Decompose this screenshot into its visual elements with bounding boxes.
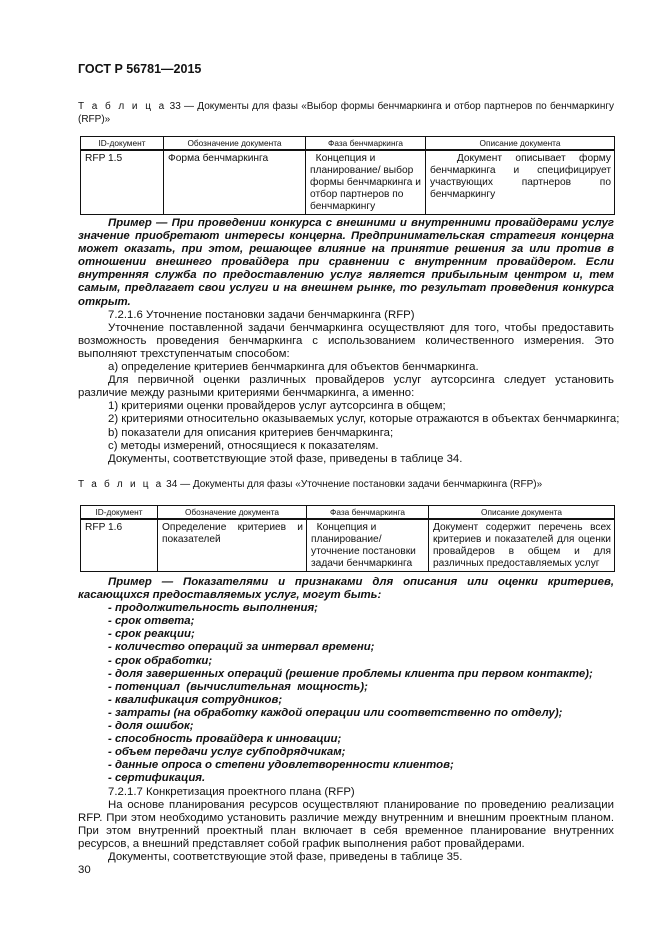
column-header-designation: Обозначение документа: [158, 506, 307, 520]
column-header-id: ID-документ: [81, 137, 164, 151]
list-item: - объем передачи услуг субподрядчикам;: [108, 746, 346, 759]
cell-id: RFP 1.5: [81, 150, 164, 215]
section-intro-paragraph: Уточнение поставленной задачи бенчмаркинга осуществляют для того, чтобы предоставить возможность проведения бенчмаркинга с использованием количественного измерения. Это выполняют трехступенчатым способом:: [78, 321, 614, 360]
table-34-caption-prefix: Т а б л и ц а: [78, 479, 164, 490]
primary-eval-paragraph: Для первичной оценки различных провайдеров услуг аутсорсинга следует установить различие между разными критериями бенчмаркинга, а именно:: [78, 374, 614, 400]
list-item: - продолжительность выполнения;: [108, 602, 318, 615]
table-35-reference: Документы, соответствующие этой фазе, приведены в таблице 35.: [108, 850, 463, 863]
list-item: - срок обработки;: [108, 654, 213, 667]
list-item: - доля завершенных операций (решение проблемы клиента при первом контакте);: [108, 667, 593, 680]
cell-description: Документ содержит перечень всех критериев и показателей для оценки провайдеров в общем и для различных предоставляемых услуг: [429, 519, 615, 572]
column-header-designation: Обозначение документа: [164, 137, 306, 151]
table-34: [80, 505, 615, 572]
column-header-phase: Фаза бенчмаркинга: [307, 506, 429, 520]
table-33-caption-prefix: Т а б л и ц а: [78, 101, 167, 112]
list-item: - потенциал (вычислительная мощность);: [108, 680, 368, 693]
cell-designation: Форма бенчмаркинга: [164, 150, 306, 215]
section-heading-7-2-1-6: 7.2.1.6 Уточнение постановки задачи бенчмаркинга (RFP): [108, 308, 415, 321]
table-33-caption: [78, 101, 614, 126]
table-header-row: [81, 506, 615, 520]
table-row: [81, 150, 615, 215]
cell-phase: Концепция и планирование/уточнение постановки задачи бенчмаркинга: [307, 519, 429, 572]
list-item: - данные опроса о степени удовлетворенности клиентов;: [108, 759, 454, 772]
list-item: - сертификация.: [108, 772, 206, 785]
list-item-c: c) методы измерений, относящиеся к показателям.: [108, 439, 379, 452]
body-block-1: [78, 217, 620, 466]
example-2-indicator-list: [78, 602, 614, 785]
table-34-caption: [78, 479, 614, 492]
table-34-caption-text: 34 — Документы для фазы «Уточнение постановки задачи бенчмаркинга (RFP)»: [163, 479, 543, 490]
table-33-caption-text: 33 — Документы для фазы «Выбор формы бенчмаркинга и отбор партнеров по бенчмаркингу (RFP)»: [78, 101, 614, 125]
list-item: - способность провайдера к инновации;: [108, 733, 342, 746]
cell-description: Документ описывает форму бенчмаркинга и специфицирует участвующих партнеров по бенчмаркингу: [426, 150, 615, 215]
list-item: - срок реакции;: [108, 628, 195, 641]
column-header-description: Описание документа: [429, 506, 615, 520]
column-header-phase: Фаза бенчмаркинга: [306, 137, 426, 151]
sub-item-2: 2) критериями относительно оказываемых услуг, которые отражаются в объектах бенчмаркинга;: [108, 413, 620, 426]
list-item-a: а) определение критериев бенчмаркинга для объектов бенчмаркинга.: [108, 361, 479, 374]
table-header-row: [81, 137, 615, 151]
column-header-description: Описание документа: [426, 137, 615, 151]
standard-designation: ГОСТ Р 56781—2015: [78, 62, 202, 76]
page-number: 30: [78, 864, 91, 876]
column-header-id: ID-документ: [81, 506, 158, 520]
list-item: - затраты (на обработку каждой операции или соответственно по отделу);: [108, 706, 563, 719]
table-row: [81, 519, 615, 572]
cell-designation: Определение критериев и показателей: [158, 519, 307, 572]
example-note-2-intro: Пример — Показателями и признаками для описания или оценки критериев, касающихся предоставляемых услуг, могут быть:: [78, 576, 614, 602]
example-note-1: Пример — При проведении конкурса с внешними и внутренними провайдерами услуг значение приобретают интересы концерна. Предпринимательская стратегия концерна может оказать, при этом, решающее влияние на принятие решения за или против в отношении внешнего провайдера при сравнении с внутренним провайдером. Если внутренняя служба по предоставлению услуг является прибыльным центром и, тем самым, предлагает свои услуги и на внешнем рынке, то результат проведения конкурса открыт.: [78, 217, 614, 308]
list-item: - квалификация сотрудников;: [108, 693, 283, 706]
list-item: - срок ответа;: [108, 615, 195, 628]
list-item-b: b) показатели для описания критериев бенчмаркинга;: [108, 426, 394, 439]
section-heading-7-2-1-7: 7.2.1.7 Конкретизация проектного плана (RFP): [108, 785, 355, 798]
table-33: [80, 136, 615, 215]
body-block-2: [78, 576, 614, 864]
cell-id: RFP 1.6: [81, 519, 158, 572]
cell-phase: Концепция и планирование/ выбор формы бенчмаркинга и отбор партнеров по бенчмаркингу: [306, 150, 426, 215]
sub-item-1: 1) критериями оценки провайдеров услуг аутсорсинга в общем;: [108, 400, 446, 413]
list-item: - доля ошибок;: [108, 720, 194, 733]
section-7-2-1-7-body: На основе планирования ресурсов осуществляют планирование по проведению реализации RFP. При этом необходимо установить различие между внутренним и внешним проектным планом. При этом внутренний проектный план включает в себя временное планирование внутренних ресурсов, а внешний представляет собой график выполнения работ провайдерами.: [78, 798, 614, 850]
table-34-reference: Документы, соответствующие этой фазе, приведены в таблице 34.: [108, 452, 463, 465]
list-item: - количество операций за интервал времени;: [108, 641, 375, 654]
